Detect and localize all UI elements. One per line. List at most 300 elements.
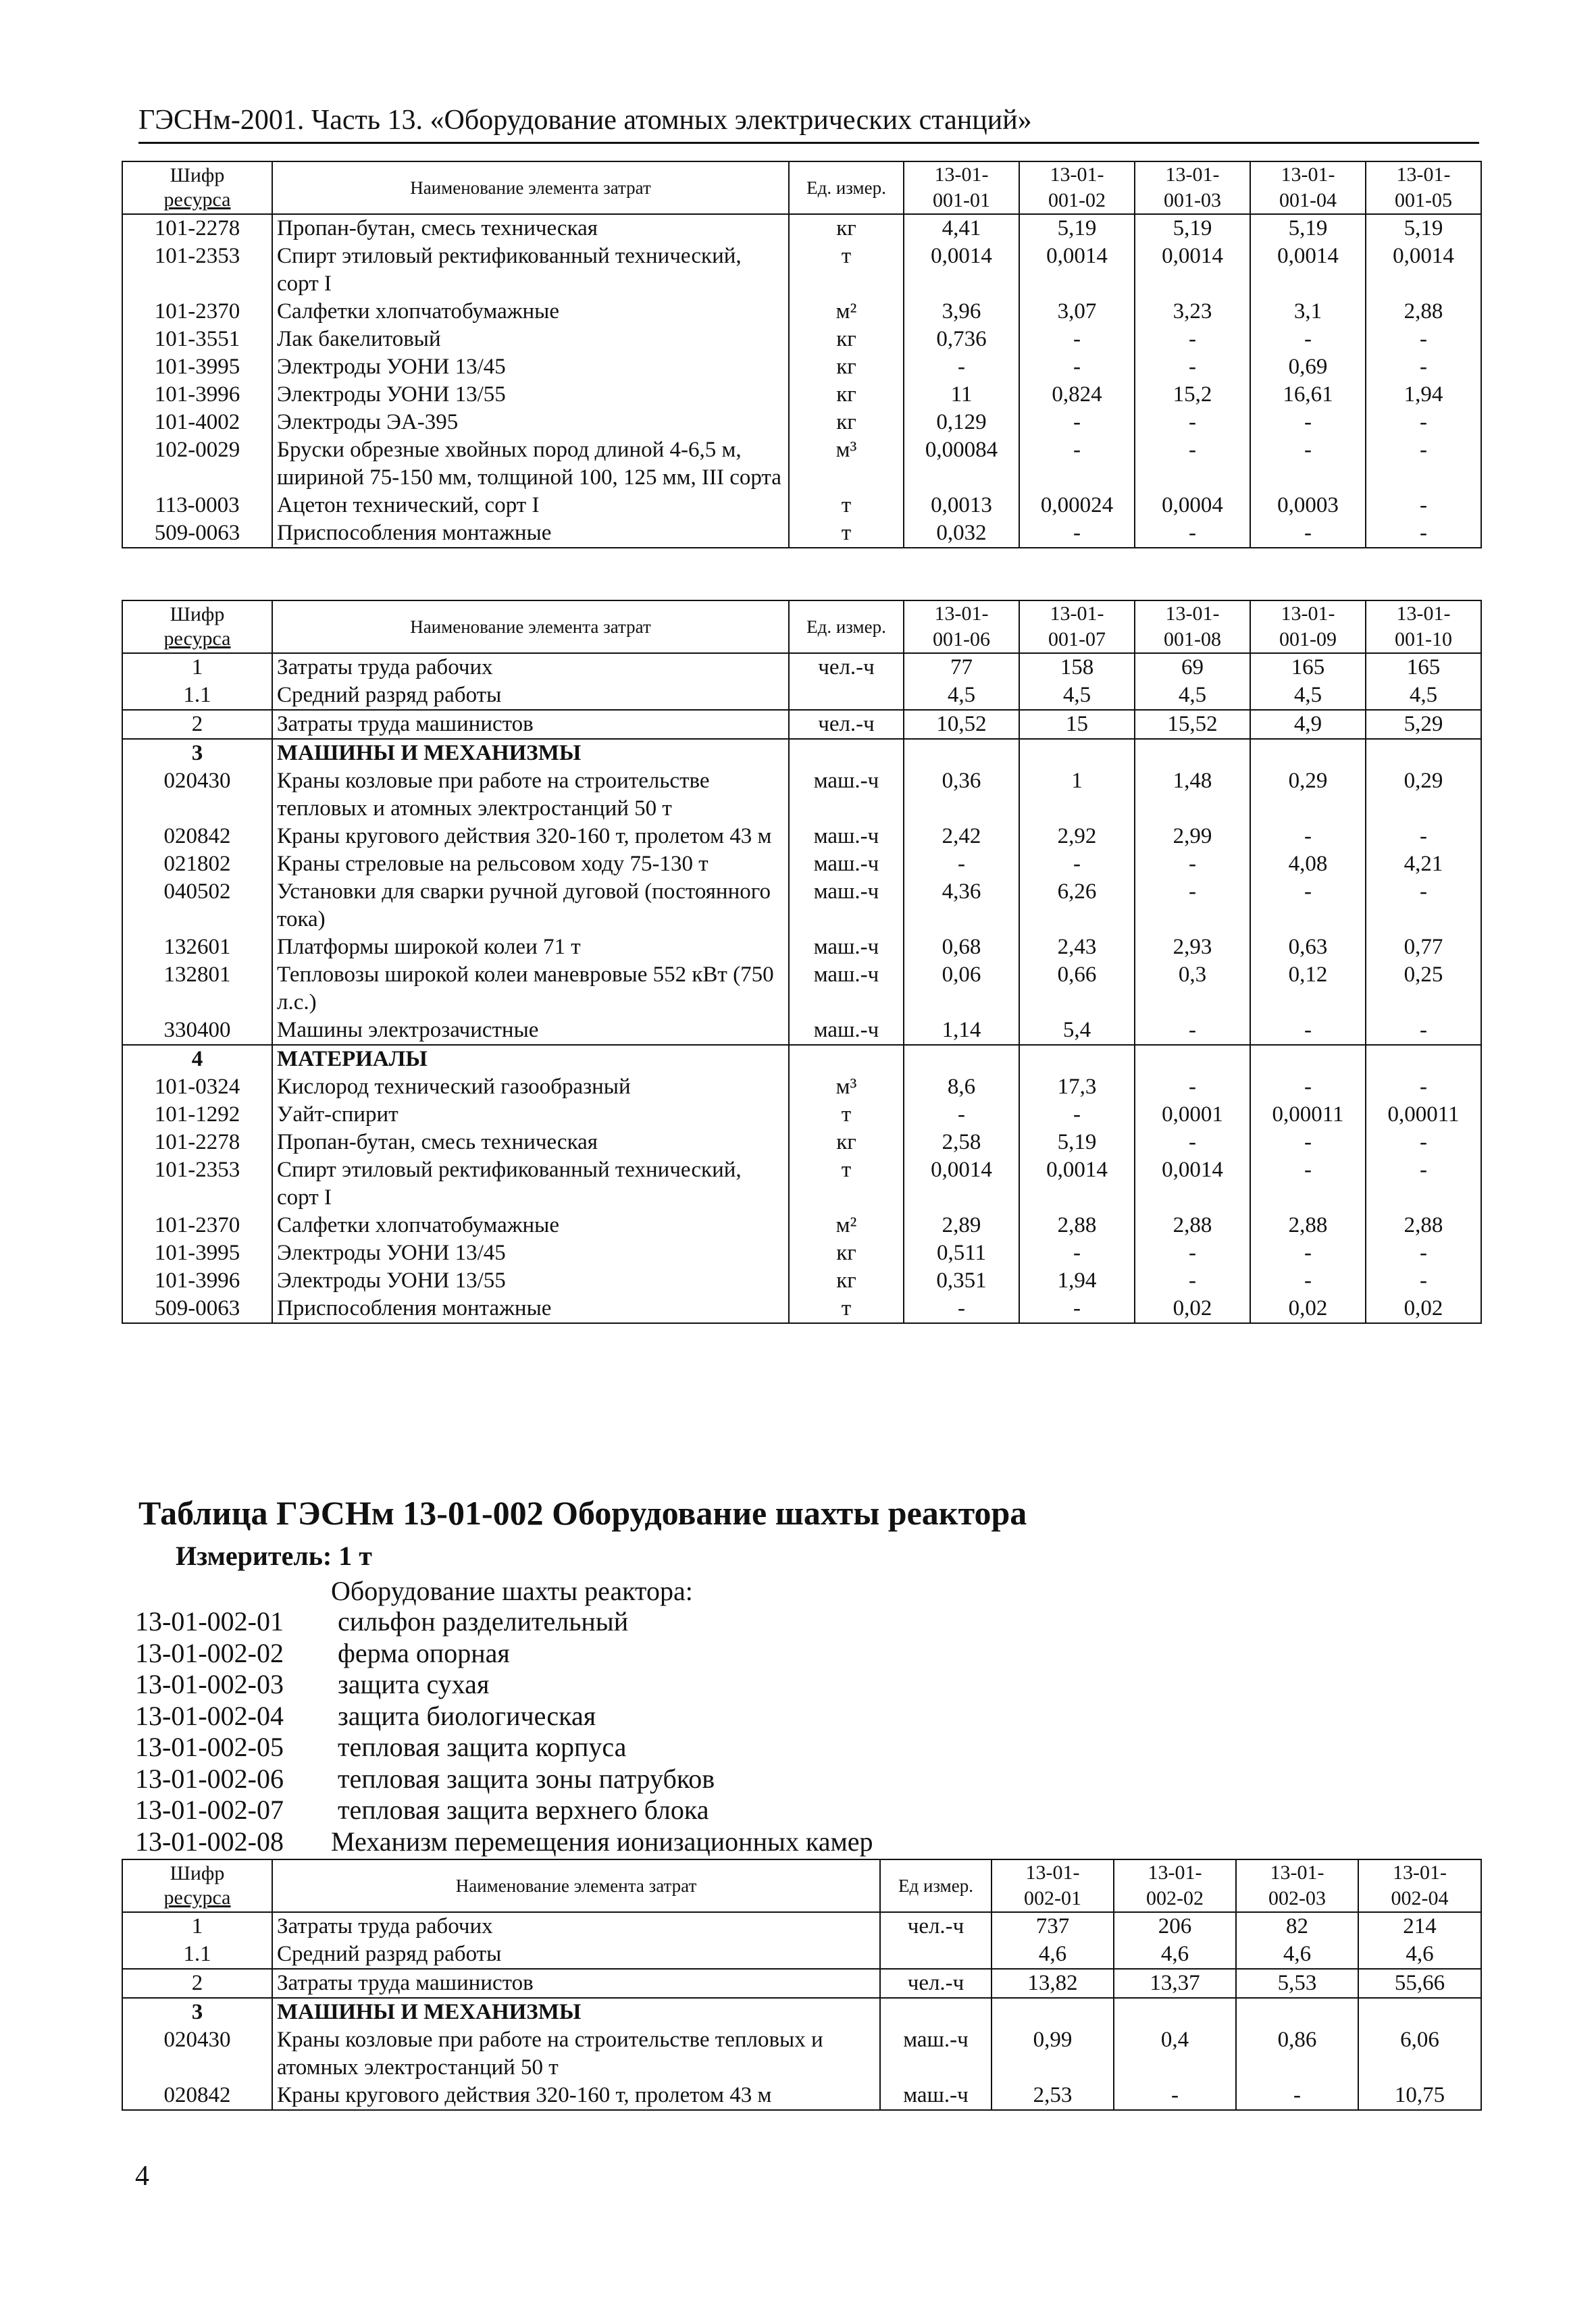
cost-element-cell: Установки для сварки ручной дуговой (постоянного тока) [272,878,789,933]
table-row [122,710,1481,739]
header-norm-code-line1: 13-01- [934,163,989,186]
value-cell: - [1366,519,1481,548]
value-cell: 0,0014 [904,242,1019,298]
header-norm-code-line1: 13-01- [1165,602,1220,625]
value-cell: 2,43 [1019,933,1135,961]
value-cell: 3,1 [1250,298,1366,326]
value-cell: 0,63 [1250,933,1366,961]
value-cell: - [1366,1239,1481,1267]
table-row [122,961,1481,1017]
resource-code-cell: 101-2278 [122,1129,272,1156]
table-row [122,1969,1481,1998]
unit-cell: м² [789,298,904,326]
resource-code-cell: 020430 [122,767,272,823]
value-cell: 4,5 [1366,682,1481,710]
unit-cell [789,739,904,767]
value-cell: - [1135,519,1250,548]
value-cell: 6,06 [1358,2026,1481,2082]
page-number: 4 [135,2161,149,2192]
equipment-list-item [135,1795,873,1826]
value-cell: 0,12 [1250,961,1366,1017]
cost-element-cell: Пропан-бутан, смесь техническая [272,1129,789,1156]
value-cell: - [1250,1129,1366,1156]
value-cell: 2,93 [1135,933,1250,961]
unit-cell: маш.-ч [789,961,904,1017]
cost-element-cell: Салфетки хлопчатобумажные [272,298,789,326]
cost-element-cell: Затраты труда рабочих [272,653,789,682]
header-resource-code [122,161,272,214]
value-cell: 13,37 [1114,1969,1236,1998]
unit-cell: кг [789,1129,904,1156]
value-cell: - [1250,436,1366,492]
resource-table-3 [122,1859,1482,2111]
header-resource-line1: Шифр [170,1862,225,1884]
unit-cell: кг [789,1267,904,1295]
value-cell: - [1366,1267,1481,1295]
table-row [122,1998,1481,2026]
value-cell: - [1250,1239,1366,1267]
value-cell [1358,1998,1481,2026]
value-cell: 5,29 [1366,710,1481,739]
value-cell: - [1135,850,1250,878]
value-cell: - [1250,1073,1366,1101]
equipment-description: Механизм перемещения ионизационных камер [331,1826,873,1857]
value-cell: 158 [1019,653,1135,682]
resource-code-cell: 101-3996 [122,381,272,409]
value-cell: 2,53 [992,2082,1114,2110]
unit-cell: м³ [789,1073,904,1101]
value-cell: 0,02 [1250,1295,1366,1323]
unit-cell: чел.-ч [880,1912,992,1940]
unit-cell: т [789,242,904,298]
value-cell: 5,19 [1135,214,1250,242]
table-row [122,1017,1481,1045]
value-cell: 2,88 [1250,1212,1366,1239]
value-cell: - [1019,1239,1135,1267]
resource-code-cell: 020430 [122,2026,272,2082]
table-row [122,653,1481,682]
equipment-list-item [135,1764,873,1795]
value-cell: 2,88 [1019,1212,1135,1239]
value-cell: - [1019,519,1135,548]
value-cell: 0,129 [904,409,1019,436]
header-resource-code [122,1859,272,1912]
value-cell: 1,94 [1366,381,1481,409]
unit-cell [789,682,904,710]
value-cell: 13,82 [992,1969,1114,1998]
value-cell: 0,00011 [1250,1101,1366,1129]
table-row [122,326,1481,353]
cost-element-cell: Электроды УОНИ 13/55 [272,381,789,409]
value-cell: 0,0014 [1250,242,1366,298]
header-norm-code-line2: 001-10 [1395,628,1452,650]
unit-cell: т [789,1101,904,1129]
value-cell: 55,66 [1358,1969,1481,1998]
value-cell [1250,1045,1366,1073]
table-row [122,1073,1481,1101]
value-cell: 5,53 [1236,1969,1358,1998]
value-cell: 4,5 [1135,682,1250,710]
header-norm-code-line2: 001-03 [1164,189,1221,211]
value-cell: 6,26 [1019,878,1135,933]
resource-code-cell: 2 [122,1969,272,1998]
value-cell: - [1250,1267,1366,1295]
resource-code-cell: 040502 [122,878,272,933]
resource-code-cell: 509-0063 [122,1295,272,1323]
value-cell: - [1135,1239,1250,1267]
value-cell: - [1366,1073,1481,1101]
unit-cell: маш.-ч [789,767,904,823]
header-norm-code [1250,600,1366,653]
value-cell: - [1135,353,1250,381]
header-norm-code [1366,161,1481,214]
header-norm-code-line2: 001-01 [933,189,990,211]
value-cell: 4,6 [1114,1940,1236,1969]
resource-code-cell: 330400 [122,1017,272,1045]
value-cell: - [1135,1267,1250,1295]
header-cost-element: Наименование элемента затрат [272,600,789,653]
resource-code-cell: 113-0003 [122,492,272,519]
header-unit: Ед. измер. [789,161,904,214]
value-cell: - [1135,1129,1250,1156]
value-cell: 0,0013 [904,492,1019,519]
unit-cell: маш.-ч [789,1017,904,1045]
equipment-list-item [135,1826,873,1858]
header-resource-line2: ресурса [163,1886,231,1909]
value-cell [1366,739,1481,767]
value-cell: 4,6 [992,1940,1114,1969]
header-row [122,161,1481,214]
header-cost-element: Наименование элемента затрат [272,1859,880,1912]
value-cell: - [1135,878,1250,933]
value-cell: - [1366,1017,1481,1045]
equipment-code: 13-01-002-02 [135,1637,284,1668]
cost-element-cell: Приспособления монтажные [272,519,789,548]
value-cell: 1 [1019,767,1135,823]
resource-code-cell: 101-3995 [122,353,272,381]
cost-element-cell: Краны стреловые на рельсовом ходу 75-130 т [272,850,789,878]
value-cell: - [1366,409,1481,436]
unit-cell: м³ [789,436,904,492]
table-row [122,1101,1481,1129]
header-norm-code [1135,161,1250,214]
table-row [122,850,1481,878]
cost-element-cell: Электроды УОНИ 13/45 [272,353,789,381]
table-row [122,1940,1481,1969]
resource-code-cell: 101-2370 [122,298,272,326]
unit-cell: кг [789,353,904,381]
value-cell: 0,99 [992,2026,1114,2082]
value-cell: 0,0014 [1135,242,1250,298]
value-cell: - [904,1295,1019,1323]
equipment-code: 13-01-002-07 [135,1795,284,1825]
table-row [122,1045,1481,1073]
measure-unit [176,1539,372,1574]
value-cell: - [1114,2082,1236,2110]
unit-cell: т [789,492,904,519]
header-norm-code-line1: 13-01- [1050,163,1104,186]
resource-code-cell: 101-2353 [122,1156,272,1212]
value-cell: - [1250,1017,1366,1045]
cost-element-cell: Лак бакелитовый [272,326,789,353]
value-cell [1019,739,1135,767]
unit-cell: кг [789,381,904,409]
value-cell: - [1135,1017,1250,1045]
header-resource-line1: Шифр [170,164,225,186]
table-row [122,353,1481,381]
cost-element-cell: МАТЕРИАЛЫ [272,1045,789,1073]
value-cell: 5,19 [1250,214,1366,242]
value-cell [1019,1045,1135,1073]
cost-element-cell: Тепловозы широкой колеи маневровые 552 кВт (750 л.с.) [272,961,789,1017]
value-cell [1114,1998,1236,2026]
table-row [122,739,1481,767]
value-cell: - [1366,878,1481,933]
table-row [122,767,1481,823]
header-norm-code-line1: 13-01- [1148,1861,1202,1884]
value-cell: 0,032 [904,519,1019,548]
unit-cell: маш.-ч [789,878,904,933]
equipment-description: защита биологическая [338,1700,596,1731]
resource-table-2 [122,600,1482,1324]
header-norm-code-line1: 13-01- [1270,1861,1324,1884]
header-norm-code-line2: 001-09 [1279,628,1337,650]
resource-code-cell: 101-2370 [122,1212,272,1239]
value-cell: 4,5 [904,682,1019,710]
value-cell: 0,0014 [1019,1156,1135,1212]
table-row [122,492,1481,519]
equipment-code: 13-01-002-04 [135,1700,284,1731]
value-cell: 5,4 [1019,1017,1135,1045]
equipment-list-item [135,1732,873,1764]
unit-cell: кг [789,409,904,436]
header-norm-code-line2: 001-08 [1164,628,1221,650]
value-cell: 2,99 [1135,823,1250,850]
unit-cell: кг [789,1239,904,1267]
value-cell: - [1135,326,1250,353]
header-norm-code-line2: 001-02 [1048,189,1106,211]
value-cell: 10,75 [1358,2082,1481,2110]
value-cell: 5,19 [1366,214,1481,242]
resource-code-cell: 3 [122,739,272,767]
value-cell: 0,25 [1366,961,1481,1017]
value-cell: 0,0004 [1135,492,1250,519]
value-cell: 0,736 [904,326,1019,353]
value-cell: 4,41 [904,214,1019,242]
unit-cell: маш.-ч [880,2026,992,2082]
value-cell: 4,21 [1366,850,1481,878]
value-cell [1250,739,1366,767]
value-cell: - [1250,1156,1366,1212]
value-cell: 206 [1114,1912,1236,1940]
value-cell: 4,6 [1236,1940,1358,1969]
table-row [122,1912,1481,1940]
header-norm-code-line2: 002-02 [1146,1887,1204,1909]
header-norm-code [1114,1859,1236,1912]
table-row [122,823,1481,850]
value-cell: 2,89 [904,1212,1019,1239]
section-title: Таблица ГЭСНм 13-01-002 Оборудование шахты реактора [138,1494,1027,1532]
cost-element-cell: Электроды ЭА-395 [272,409,789,436]
value-cell: 737 [992,1912,1114,1940]
header-norm-code [1019,600,1135,653]
cost-element-cell: Бруски обрезные хвойных пород длиной 4-6,5 м, шириной 75-150 мм, толщиной 100, 125 мм, III сорта [272,436,789,492]
value-cell: 0,351 [904,1267,1019,1295]
value-cell: 4,08 [1250,850,1366,878]
value-cell: - [904,850,1019,878]
value-cell: 3,07 [1019,298,1135,326]
value-cell: 15 [1019,710,1135,739]
unit-cell: маш.-ч [789,933,904,961]
value-cell: 2,88 [1135,1212,1250,1239]
value-cell: 1,14 [904,1017,1019,1045]
equipment-code: 13-01-002-05 [135,1732,284,1762]
cost-element-cell: Электроды УОНИ 13/55 [272,1267,789,1295]
table-row [122,682,1481,710]
value-cell [1135,739,1250,767]
value-cell: 2,88 [1366,1212,1481,1239]
equipment-description: тепловая защита верхнего блока [338,1795,709,1825]
value-cell: - [1019,436,1135,492]
value-cell: 4,5 [1019,682,1135,710]
cost-element-cell: Салфетки хлопчатобумажные [272,1212,789,1239]
header-row [122,600,1481,653]
unit-cell: кг [789,214,904,242]
equipment-description: тепловая защита корпуса [338,1732,627,1762]
header-norm-code-line2: 001-06 [933,628,990,650]
equipment-description: защита сухая [338,1669,490,1699]
table-row [122,1295,1481,1323]
equipment-list-item [135,1638,873,1670]
value-cell: - [1236,2082,1358,2110]
equipment-description: тепловая защита зоны патрубков [338,1763,715,1794]
resource-code-cell: 021802 [122,850,272,878]
equipment-description: сильфон разделительный [338,1606,629,1637]
header-norm-code [904,600,1019,653]
resource-code-cell: 020842 [122,823,272,850]
resource-code-cell: 3 [122,1998,272,2026]
page-header: ГЭСНм-2001. Часть 13. «Оборудование атомных электрических станций» [138,101,1479,144]
value-cell: 0,0014 [904,1156,1019,1212]
unit-cell [880,1998,992,2026]
header-norm-code [1250,161,1366,214]
cost-element-cell: Средний разряд работы [272,1940,880,1969]
value-cell: 0,00084 [904,436,1019,492]
header-resource-line1: Шифр [170,603,225,625]
header-cost-element: Наименование элемента затрат [272,161,789,214]
resource-code-cell: 2 [122,710,272,739]
value-cell: - [1250,878,1366,933]
equipment-code: 13-01-002-01 [135,1606,284,1637]
value-cell: 0,69 [1250,353,1366,381]
table-row [122,381,1481,409]
cost-element-cell: Машины электрозачистные [272,1017,789,1045]
value-cell: 165 [1366,653,1481,682]
table-row [122,214,1481,242]
value-cell: - [1250,326,1366,353]
value-cell: - [1019,409,1135,436]
value-cell: - [1366,436,1481,492]
cost-element-cell: Платформы широкой колеи 71 т [272,933,789,961]
unit-cell: чел.-ч [789,710,904,739]
value-cell: - [1019,850,1135,878]
value-cell: 0,36 [904,767,1019,823]
header-norm-code [1366,600,1481,653]
header-unit: Ед измер. [880,1859,992,1912]
table-row [122,436,1481,492]
resource-code-cell: 4 [122,1045,272,1073]
resource-code-cell: 1.1 [122,682,272,710]
value-cell: 0,3 [1135,961,1250,1017]
cost-element-cell: Краны козловые при работе на строительстве тепловых и атомных электростанций 50 т [272,767,789,823]
header-norm-code-line1: 13-01- [1396,602,1451,625]
unit-cell: маш.-ч [789,823,904,850]
table-row [122,878,1481,933]
value-cell: 0,4 [1114,2026,1236,2082]
value-cell: - [1135,1073,1250,1101]
header-norm-code-line2: 002-01 [1024,1887,1081,1909]
header-norm-code [1236,1859,1358,1912]
value-cell: 4,9 [1250,710,1366,739]
value-cell: 0,29 [1366,767,1481,823]
header-resource-line2: ресурса [163,627,231,650]
table-row [122,2082,1481,2110]
header-norm-code-line1: 13-01- [1396,163,1451,186]
value-cell: 0,77 [1366,933,1481,961]
header-resource-line2: ресурса [163,188,231,211]
resource-code-cell: 1 [122,1912,272,1940]
cost-element-cell: Краны козловые при работе на строительстве тепловых и атомных электростанций 50 т [272,2026,880,2082]
cost-element-cell: Спирт этиловый ректификованный технический, сорт I [272,1156,789,1212]
measure-unit-value: 1 т [338,1541,372,1571]
cost-element-cell: Затраты труда машинистов [272,710,789,739]
resource-code-cell: 101-3995 [122,1239,272,1267]
value-cell: 77 [904,653,1019,682]
value-cell: 2,42 [904,823,1019,850]
header-norm-code [992,1859,1114,1912]
value-cell: 0,00024 [1019,492,1135,519]
equipment-code: 13-01-002-08 [135,1826,284,1857]
resource-code-cell: 101-0324 [122,1073,272,1101]
value-cell: 0,0001 [1135,1101,1250,1129]
value-cell: - [1366,1156,1481,1212]
cost-element-cell: Средний разряд работы [272,682,789,710]
value-cell: 4,6 [1358,1940,1481,1969]
cost-element-cell: Пропан-бутан, смесь техническая [272,214,789,242]
header-norm-code [1135,600,1250,653]
cost-element-cell: МАШИНЫ И МЕХАНИЗМЫ [272,1998,880,2026]
value-cell: 0,06 [904,961,1019,1017]
cost-element-cell: Затраты труда машинистов [272,1969,880,1998]
header-norm-code-line2: 001-05 [1395,189,1452,211]
cost-element-cell: МАШИНЫ И МЕХАНИЗМЫ [272,739,789,767]
cost-element-cell: Приспособления монтажные [272,1295,789,1323]
value-cell: 0,0014 [1135,1156,1250,1212]
header-norm-code-line2: 002-03 [1268,1887,1326,1909]
equipment-list-item [135,1669,873,1701]
value-cell: 214 [1358,1912,1481,1940]
value-cell: 69 [1135,653,1250,682]
resource-code-cell: 101-4002 [122,409,272,436]
value-cell [992,1998,1114,2026]
value-cell: - [904,1101,1019,1129]
table-row [122,1267,1481,1295]
resource-code-cell: 1.1 [122,1940,272,1969]
value-cell: - [1019,1101,1135,1129]
value-cell: - [904,353,1019,381]
header-norm-code-line2: 002-04 [1391,1887,1449,1909]
value-cell: 15,2 [1135,381,1250,409]
